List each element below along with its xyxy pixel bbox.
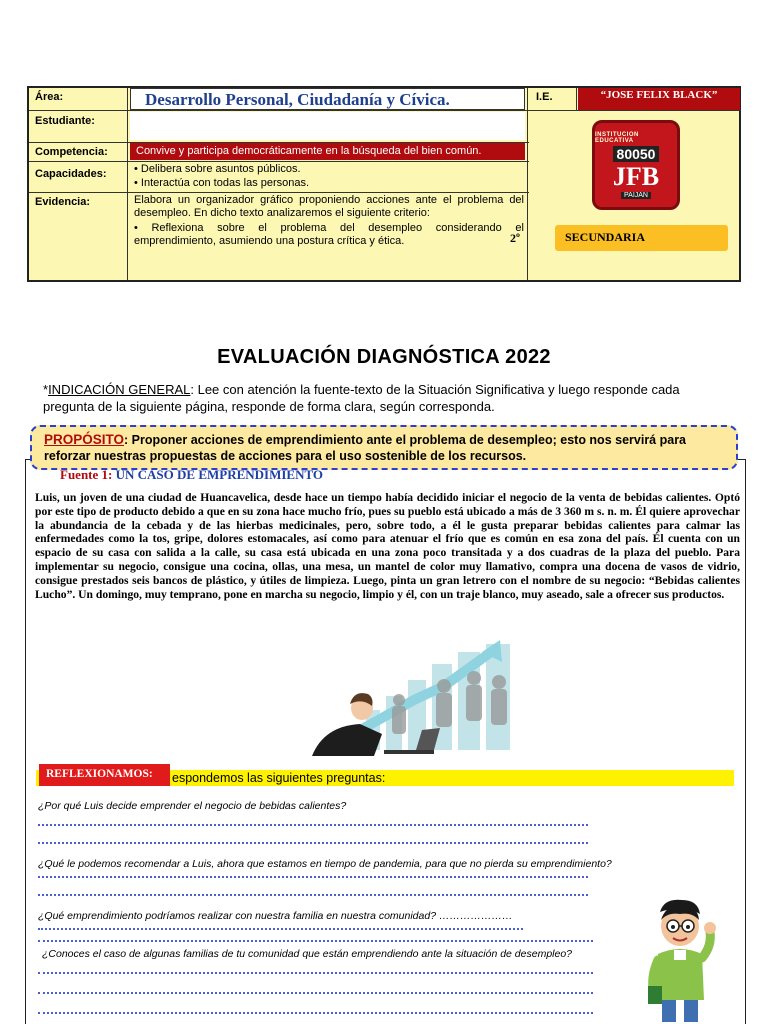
- question-3: ¿Qué emprendimiento podríamos realizar con nuestra familia en nuestra comunidad? …………………: [38, 910, 513, 922]
- question-2: ¿Qué le podemos recomendar a Luis, ahora que estamos en tiempo de pandemia, para que no pierda su emprendimiento?: [38, 858, 612, 870]
- fuente-title: UN CASO DE EMPRENDIMIENTO: [115, 470, 324, 479]
- col-divider: [527, 88, 528, 280]
- answer-line[interactable]: [38, 824, 588, 826]
- instruction-prefix: *: [43, 382, 49, 397]
- student-field[interactable]: [130, 112, 525, 140]
- purpose-text: : Proponer acciones de emprendimiento ante el problema de desempleo; esto nos servirá para reforzar nuestras propuestas de acciones para el uso sostenible de los recursos.: [44, 433, 687, 463]
- capacidades-label: Capacidades:: [35, 168, 107, 180]
- instruction-key: INDICACIÓN GENERAL: [48, 382, 191, 397]
- capacidad-item: • Delibera sobre asuntos públicos.: [134, 163, 301, 175]
- reflexion-tag: REFLEXIONAMOS:: [39, 764, 170, 786]
- col-divider: [127, 88, 128, 280]
- grade-box: [555, 225, 728, 251]
- school-name: “JOSE FELIX BLACK”: [578, 88, 740, 110]
- logo-initials: JFB: [612, 161, 660, 191]
- capacidad-item: • Interactúa con todas las personas.: [134, 177, 310, 189]
- student-label: Estudiante:: [35, 115, 95, 127]
- answer-line[interactable]: [38, 992, 593, 994]
- answer-line[interactable]: [38, 1012, 593, 1014]
- logo-top-text: INSTITUCION EDUCATIVA: [595, 131, 639, 144]
- area-label: Área:: [35, 91, 64, 103]
- instruction-text: : Lee con atención la fuente-texto de la Situación Significativa y luego responde cada pregunta de la siguiente página, responde de forma clara, según corresponda.: [43, 382, 680, 414]
- general-instruction: [43, 381, 723, 415]
- logo-number: 80050: [613, 146, 660, 162]
- entrepreneur-illustration: [304, 638, 526, 760]
- capacidades-list: [134, 162, 524, 190]
- evidencia-text: [134, 194, 524, 248]
- evidencia-bullet: • Reflexiona sobre el problema del desempleo considerando el emprendimiento, asumiendo una postura crítica y ética.: [134, 222, 524, 247]
- grade-number: 2º: [510, 231, 520, 245]
- row-divider: [29, 192, 529, 193]
- evidencia-description: Elabora un organizador gráfico proponiendo acciones ante el problema del desempleo. En dicho texto analizaremos el siguiente criterio:: [134, 194, 524, 219]
- student-cartoon: [640, 898, 720, 1024]
- answer-line[interactable]: [38, 928, 523, 930]
- fuente-heading: [60, 470, 323, 479]
- purpose-box: [30, 425, 738, 470]
- answer-line[interactable]: [38, 876, 588, 878]
- answer-line[interactable]: [38, 842, 588, 844]
- question-1: ¿Por qué Luis decide emprender el negocio de bebidas calientes?: [38, 800, 347, 812]
- logo-bottom-text: PAIJAN: [621, 192, 651, 199]
- area-value: Desarrollo Personal, Ciudadanía y Cívica.: [130, 88, 525, 110]
- col-divider: [576, 88, 577, 110]
- purpose-key: PROPÓSITO: [44, 432, 125, 447]
- page-title: EVALUACIÓN DIAGNÓSTICA 2022: [217, 346, 551, 368]
- school-logo: [592, 120, 680, 210]
- evidencia-label: Evidencia:: [35, 196, 91, 208]
- reflexion-text: espondemos las siguientes preguntas:: [172, 771, 386, 785]
- row-divider: [29, 110, 741, 111]
- fuente-story: Luis, un joven de una ciudad de Huancavelica, desde hace un tiempo había decidido iniciar el negocio de la venta de bebidas calientes. Optó por este tipo de producto debido a que en su zona hace mucho frío, pues su pueblo está ubicado a más de 3 360 m s. n. m. Él quiere aprovechar la abundancia de la cebada y de las hierbas medicinales, pero, sobre todo, a él le gusta preparar bebidas calientes para calmar las enfermedades como la tos, gripe, dolores estomacales, así como para atenuar el frío que es común en esa zona del país. Él cuenta con un espacio de su casa con salida a la calle, su casa está ubicada en una zona poco transitada y a dos cuadras de la plaza del pueblo. Para implementar su negocio, consigue una cocina, ollas, una mesa, un mantel de color muy llamativo, compra una docena de vasos de vidrio, consigue prestados seis bancos de plástico, y útiles de limpieza. Luego, pinta un gran letrero con el nombre de su negocio: “Bebidas calientes Lucho”. Un domingo, muy temprano, pone en marcha su negocio, limpio y él, con un traje blanco, muy aseado, sale a ofrecer sus productos.: [35, 491, 740, 601]
- grade-label: SECUNDARIA: [565, 230, 646, 244]
- question-4: ¿Conoces el caso de algunas familias de tu comunidad que están emprendiendo ante la situación de desempleo?: [42, 948, 573, 960]
- answer-line[interactable]: [38, 940, 593, 942]
- answer-line[interactable]: [38, 972, 593, 974]
- fuente-label: Fuente 1:: [60, 470, 113, 479]
- ie-label: I.E.: [536, 91, 553, 103]
- competencia-value: Convive y participa democráticamente en la búsqueda del bien común.: [130, 143, 525, 160]
- competencia-label: Competencia:: [35, 146, 108, 158]
- answer-line[interactable]: [38, 894, 588, 896]
